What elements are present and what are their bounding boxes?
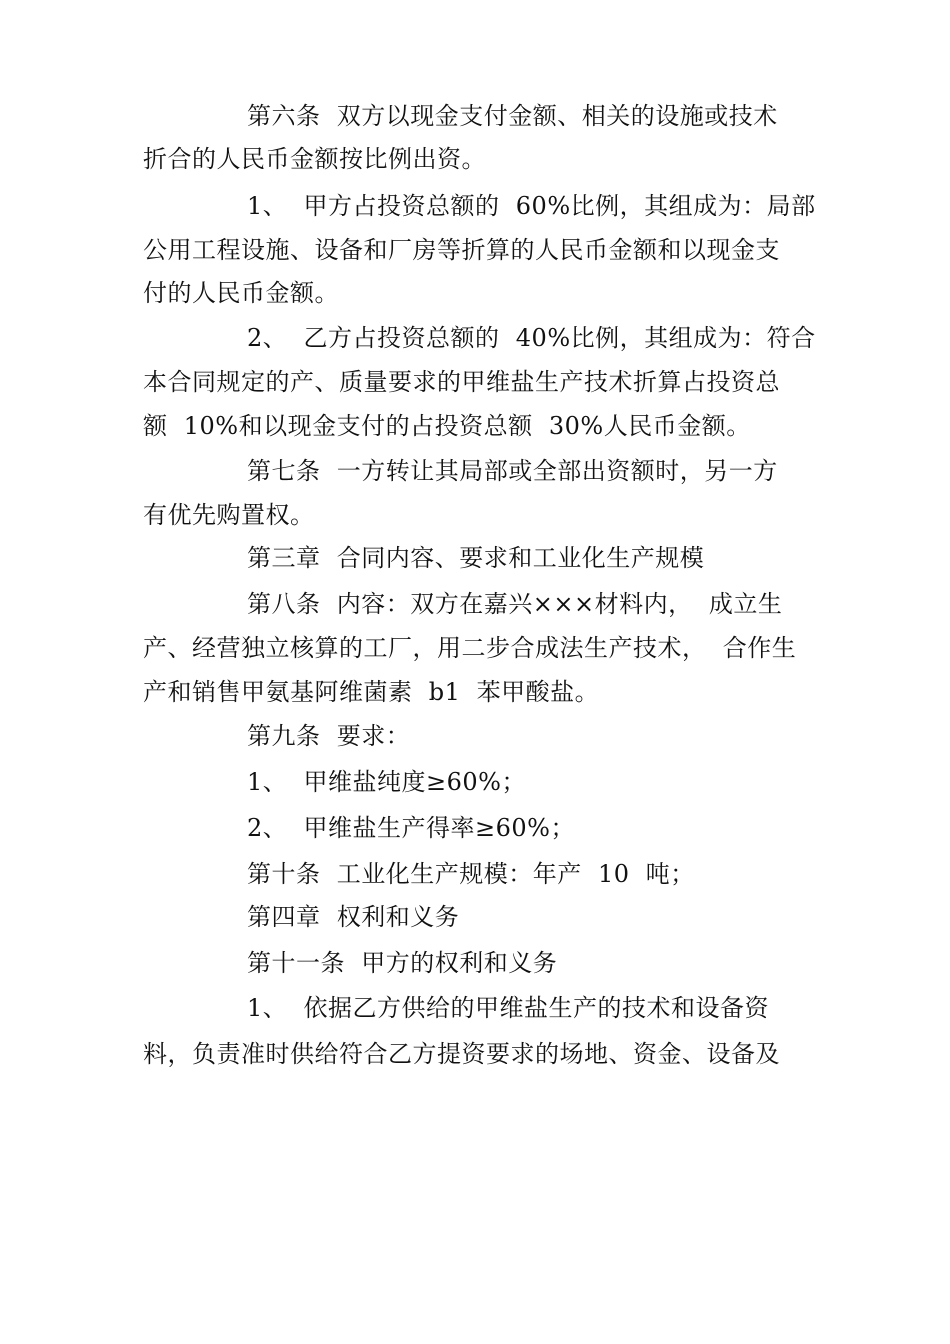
article-8-line-1: 第八条 内容：双方在嘉兴×××材料内， 成立生 — [247, 590, 783, 618]
article-6-line-1: 第六条 双方以现金支付金额、相关的设施或技术 — [247, 102, 778, 130]
article-6-item-1-line-1: 1、 甲方占投资总额的 60%比例，其组成为：局部 — [247, 192, 816, 220]
article-8-line-3: 产和销售甲氨基阿维菌素 b1 苯甲酸盐。 — [143, 678, 600, 706]
article-9-item-1: 1、 甲维盐纯度≥60%； — [247, 768, 526, 796]
article-7-line-2: 有优先购置权。 — [143, 501, 315, 529]
chapter-3-heading: 第三章 合同内容、要求和工业化生产规模 — [247, 544, 705, 572]
article-11-item-1-line-1: 1、 依据乙方供给的甲维盐生产的技术和设备资 — [247, 994, 770, 1022]
article-6-item-1-line-3: 付的人民币金额。 — [143, 279, 339, 307]
article-9-line-1: 第九条 要求： — [247, 722, 411, 750]
article-6-item-2-line-3: 额 10%和以现金支付的占投资总额 30%人民币金额。 — [143, 412, 751, 440]
article-7-line-1: 第七条 一方转让其局部或全部出资额时，另一方 — [247, 457, 778, 485]
article-6-item-2-line-1: 2、 乙方占投资总额的 40%比例，其组成为：符合 — [247, 324, 816, 352]
article-10-line-1: 第十条 工业化生产规模：年产 10 吨； — [247, 860, 695, 888]
article-6-item-2-line-2: 本合同规定的产、质量要求的甲维盐生产技术折算占投资总 — [143, 368, 780, 396]
article-11-item-1-line-2: 料，负责准时供给符合乙方提资要求的场地、资金、设备及 — [143, 1040, 780, 1068]
article-6-item-1-line-2: 公用工程设施、设备和厂房等折算的人民币金额和以现金支 — [143, 236, 780, 264]
article-11-heading: 第十一条 甲方的权利和义务 — [247, 949, 558, 977]
chapter-4-heading: 第四章 权利和义务 — [247, 903, 460, 931]
article-6-line-2: 折合的人民币金额按比例出资。 — [143, 145, 486, 173]
article-9-item-2: 2、 甲维盐生产得率≥60%； — [247, 814, 575, 842]
article-8-line-2: 产、经营独立核算的工厂，用二步合成法生产技术， 合作生 — [143, 634, 797, 662]
